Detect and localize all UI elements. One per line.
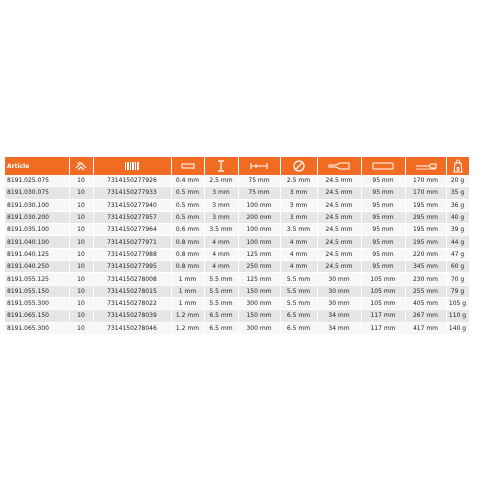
table-cell: 105 mm <box>361 297 405 309</box>
table-cell: 125 mm <box>238 248 280 260</box>
table-cell: 4 mm <box>280 261 317 273</box>
blade-thickness-icon <box>171 157 204 175</box>
table-cell: 3 mm <box>280 211 317 223</box>
table-cell: 95 mm <box>361 211 405 223</box>
table-cell: 8191.030.100 <box>5 199 69 211</box>
table-cell: 100 mm <box>238 224 280 236</box>
table-cell: 44 g <box>446 236 469 248</box>
table-cell: 7314150278015 <box>93 285 171 297</box>
table-cell: 267 mm <box>405 310 446 322</box>
table-cell: 8191.065.150 <box>5 310 69 322</box>
table-cell: 6.5 mm <box>204 322 238 334</box>
table-header-row <box>5 157 493 175</box>
table-cell: 7314150277988 <box>93 248 171 260</box>
table-cell: 95 mm <box>361 248 405 260</box>
table-cell: 75 mm <box>238 187 280 199</box>
table-cell: 95 mm <box>361 199 405 211</box>
table-cell: 0.4 mm <box>171 175 204 187</box>
table-cell: 4 mm <box>280 248 317 260</box>
table-cell: 2.5 mm <box>280 175 317 187</box>
table-cell: 5.5 mm <box>204 285 238 297</box>
table-row <box>5 273 493 285</box>
table-cell: 60 g <box>446 261 469 273</box>
column-header-article: Article <box>5 157 69 175</box>
table-cell: 10 <box>69 199 93 211</box>
table-cell: 1 mm <box>171 273 204 285</box>
spec-table <box>5 157 493 335</box>
table-cell: 7314150277940 <box>93 199 171 211</box>
handle-width-icon <box>317 157 361 175</box>
table-cell: 7314150277933 <box>93 187 171 199</box>
table-cell: 105 g <box>446 297 469 309</box>
table-cell: 1.2 mm <box>171 322 204 334</box>
table-cell: 170 mm <box>405 187 446 199</box>
table-cell: 4 mm <box>204 248 238 260</box>
table-cell: 3.5 mm <box>204 224 238 236</box>
table-cell: 8191.055.125 <box>5 273 69 285</box>
table-cell: 30 mm <box>317 285 361 297</box>
table-cell: 117 mm <box>361 310 405 322</box>
table-cell: 3.5 mm <box>280 224 317 236</box>
table-cell: 105 mm <box>361 273 405 285</box>
table-row <box>5 175 493 187</box>
table-cell: 10 <box>69 211 93 223</box>
table-cell: 125 mm <box>238 273 280 285</box>
table-cell: 10 <box>69 175 93 187</box>
table-cell: 417 mm <box>405 322 446 334</box>
table-cell: 7314150278046 <box>93 322 171 334</box>
table-cell: 105 mm <box>361 285 405 297</box>
table-cell: 8191.025.075 <box>5 175 69 187</box>
table-cell: 7314150277971 <box>93 236 171 248</box>
table-cell: 100 mm <box>238 199 280 211</box>
table-cell: 8191.055.300 <box>5 297 69 309</box>
table-cell: 24.5 mm <box>317 224 361 236</box>
spec-table-container <box>5 157 493 335</box>
table-cell: 110 g <box>446 310 469 322</box>
table-cell: 220 mm <box>405 248 446 260</box>
table-cell: 250 mm <box>238 261 280 273</box>
table-row <box>5 285 493 297</box>
table-cell: 24.5 mm <box>317 211 361 223</box>
package-quantity-icon <box>69 157 93 175</box>
table-cell: 24.5 mm <box>317 236 361 248</box>
table-cell: 7314150277995 <box>93 261 171 273</box>
table-cell: 0.8 mm <box>171 248 204 260</box>
table-cell: 30 mm <box>317 297 361 309</box>
table-cell: 3 mm <box>280 187 317 199</box>
table-cell: 200 mm <box>238 211 280 223</box>
table-cell: 95 mm <box>361 236 405 248</box>
table-cell: 7314150278022 <box>93 297 171 309</box>
table-cell: 10 <box>69 224 93 236</box>
table-cell: 47 g <box>446 248 469 260</box>
table-cell: 8191.055.150 <box>5 285 69 297</box>
table-cell: 3 mm <box>204 187 238 199</box>
table-cell: 7314150278039 <box>93 310 171 322</box>
table-row <box>5 297 493 309</box>
table-cell: 100 mm <box>238 236 280 248</box>
blade-length-icon <box>238 157 280 175</box>
table-cell: 95 mm <box>361 187 405 199</box>
table-cell: 24.5 mm <box>317 199 361 211</box>
table-cell: 70 g <box>446 273 469 285</box>
table-cell: 10 <box>69 285 93 297</box>
table-cell: 300 mm <box>238 322 280 334</box>
table-cell: 8191.040.125 <box>5 248 69 260</box>
table-cell: 3 mm <box>280 199 317 211</box>
table-cell: 10 <box>69 273 93 285</box>
table-cell: 10 <box>69 322 93 334</box>
table-cell: 0.8 mm <box>171 261 204 273</box>
table-cell: 7314150277964 <box>93 224 171 236</box>
table-cell: 1 mm <box>171 285 204 297</box>
total-length-icon <box>405 157 446 175</box>
table-cell: 10 <box>69 261 93 273</box>
table-cell: 6.5 mm <box>280 310 317 322</box>
table-cell: 10 <box>69 248 93 260</box>
table-cell: 295 mm <box>405 211 446 223</box>
table-cell: 3 mm <box>204 211 238 223</box>
table-cell: 24.5 mm <box>317 175 361 187</box>
table-cell: 75 mm <box>238 175 280 187</box>
table-cell: 230 mm <box>405 273 446 285</box>
table-cell: 8191.040.250 <box>5 261 69 273</box>
table-cell: 0.5 mm <box>171 199 204 211</box>
table-cell: 1.2 mm <box>171 310 204 322</box>
table-cell: 195 mm <box>405 199 446 211</box>
table-cell: 8191.035.100 <box>5 224 69 236</box>
table-row <box>5 261 493 273</box>
table-cell: 1 mm <box>171 297 204 309</box>
table-cell: 95 mm <box>361 224 405 236</box>
table-cell: 140 g <box>446 322 469 334</box>
table-cell: 4 mm <box>280 236 317 248</box>
table-cell: 405 mm <box>405 297 446 309</box>
table-cell: 5.5 mm <box>280 297 317 309</box>
table-cell: 8191.040.100 <box>5 236 69 248</box>
table-cell: 255 mm <box>405 285 446 297</box>
table-cell: 10 <box>69 310 93 322</box>
table-cell: 3 mm <box>204 199 238 211</box>
table-cell: 0.6 mm <box>171 224 204 236</box>
table-row <box>5 224 493 236</box>
table-cell: 40 g <box>446 211 469 223</box>
weight-icon <box>446 157 469 175</box>
table-row <box>5 199 493 211</box>
table-cell: 24.5 mm <box>317 187 361 199</box>
table-cell: 0.5 mm <box>171 187 204 199</box>
table-cell: 6.5 mm <box>280 322 317 334</box>
tip-width-icon <box>204 157 238 175</box>
table-cell: 5.5 mm <box>204 273 238 285</box>
table-cell: 95 mm <box>361 175 405 187</box>
table-cell: 195 mm <box>405 224 446 236</box>
table-cell: 20 g <box>446 175 469 187</box>
table-cell: 4 mm <box>204 236 238 248</box>
table-cell: 95 mm <box>361 261 405 273</box>
table-cell: 2.5 mm <box>204 175 238 187</box>
table-cell: 79 g <box>446 285 469 297</box>
table-cell: 170 mm <box>405 175 446 187</box>
table-cell: 7314150277926 <box>93 175 171 187</box>
table-cell: 300 mm <box>238 297 280 309</box>
handle-length-icon <box>361 157 405 175</box>
table-cell: 10 <box>69 297 93 309</box>
table-cell: 7314150277957 <box>93 211 171 223</box>
table-cell: 5.5 mm <box>204 297 238 309</box>
table-cell: 150 mm <box>238 285 280 297</box>
table-cell: 34 mm <box>317 310 361 322</box>
table-body <box>5 175 493 334</box>
table-cell: 117 mm <box>361 322 405 334</box>
table-cell: 150 mm <box>238 310 280 322</box>
table-cell: 10 <box>69 187 93 199</box>
table-cell: 8191.030.075 <box>5 187 69 199</box>
table-cell: 30 mm <box>317 273 361 285</box>
table-cell: 345 mm <box>405 261 446 273</box>
table-cell: 34 mm <box>317 322 361 334</box>
table-row <box>5 248 493 260</box>
barcode-icon <box>93 157 171 175</box>
table-cell: 8191.030.200 <box>5 211 69 223</box>
table-cell: 6.5 mm <box>204 310 238 322</box>
table-row <box>5 211 493 223</box>
table-cell: 39 g <box>446 224 469 236</box>
table-row <box>5 236 493 248</box>
table-cell: 0.8 mm <box>171 236 204 248</box>
table-row <box>5 322 493 334</box>
table-cell: 7314150278008 <box>93 273 171 285</box>
table-cell: 8191.065.300 <box>5 322 69 334</box>
table-cell: 4 mm <box>204 261 238 273</box>
table-cell: 5.5 mm <box>280 273 317 285</box>
table-row <box>5 187 493 199</box>
table-cell: 10 <box>69 236 93 248</box>
table-cell: 5.5 mm <box>280 285 317 297</box>
shaft-diameter-icon <box>280 157 317 175</box>
table-cell: 36 g <box>446 199 469 211</box>
svg-text:g: g <box>455 166 460 172</box>
table-cell: 24.5 mm <box>317 261 361 273</box>
table-cell: 35 g <box>446 187 469 199</box>
table-row <box>5 310 493 322</box>
table-cell: 0.5 mm <box>171 211 204 223</box>
table-cell: 24.5 mm <box>317 248 361 260</box>
table-cell: 195 mm <box>405 236 446 248</box>
